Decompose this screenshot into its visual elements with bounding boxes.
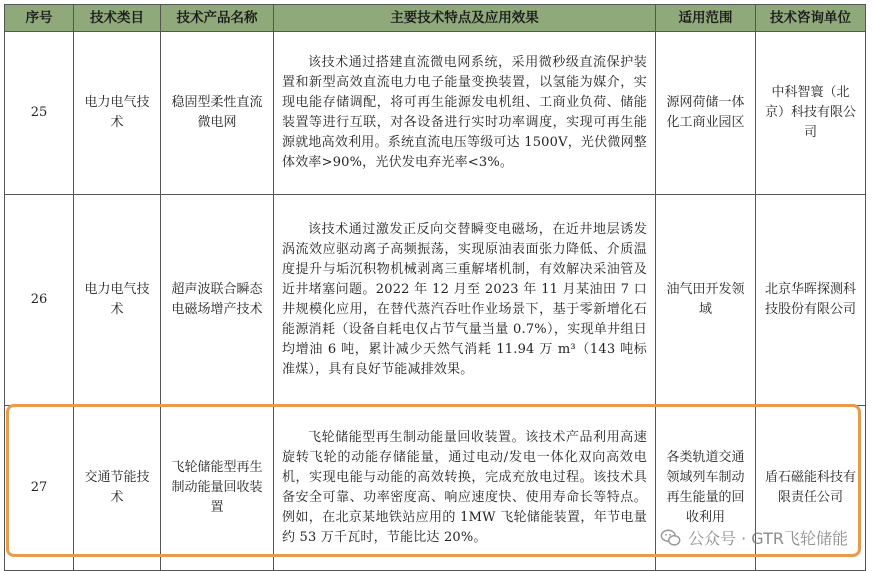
watermark (660, 526, 848, 549)
row-num: 25 (5, 32, 74, 195)
row-desc: 飞轮储能型再生制动能量回收装置。该技术产品利用高速旋转飞轮的动能存储能量，通过电动/发电一体化双向高效电机，实现电能与动能的高效转换，完成充放电过程。该技术具备安全可靠、功率密度高、响应速度快、使用寿命长等特点。例如，在北京某地铁站应用的 1MW 飞轮储能装置，年节电量约 53 万千瓦时，节能比达 20%。 (274, 406, 656, 571)
header-num: 序号 (5, 5, 74, 32)
row-product: 飞轮储能型再生制动能量回收装置 (161, 406, 274, 571)
table-row (5, 195, 866, 406)
row-unit: 中科智寰（北京）科技有限公司 (756, 32, 866, 195)
row-scope: 源网荷储一体化工商业园区 (656, 32, 756, 195)
row-scope: 各类轨道交通领域列车制动再生能量的回收利用 (656, 406, 756, 571)
watermark-text: 公众号 · GTR飞轮储能 (688, 529, 848, 548)
row-unit: 盾石磁能科技有限责任公司 (756, 406, 866, 571)
header-unit: 技术咨询单位 (756, 5, 866, 32)
row-category: 电力电气技术 (74, 195, 161, 406)
row-desc: 该技术通过搭建直流微电网系统，采用微秒级直流保护装置和新型高效直流电力电子能量变换装置，以氢能为媒介，实现电能存储调配，将可再生能源发电机组、工商业负荷、储能装置等进行互联，对各设备进行实时功率调度，实现可再生能源就地高效利用。系统直流电压等级可达 1500V，光伏微网整体效率>90%，光伏发电弃光率<3%。 (274, 32, 656, 195)
row-category: 交通节能技术 (74, 406, 161, 571)
row-num: 27 (5, 406, 74, 571)
header-category: 技术类目 (74, 5, 161, 32)
row-category: 电力电气技术 (74, 32, 161, 195)
table-row (5, 32, 866, 195)
row-product: 超声波联合瞬态电磁场增产技术 (161, 195, 274, 406)
row-num: 26 (5, 195, 74, 406)
header-desc: 主要技术特点及应用效果 (274, 5, 656, 32)
header-row (5, 5, 866, 32)
header-product: 技术产品名称 (161, 5, 274, 32)
row-product: 稳固型柔性直流微电网 (161, 32, 274, 195)
row-scope: 油气田开发领域 (656, 195, 756, 406)
header-scope: 适用范围 (656, 5, 756, 32)
wechat-icon (660, 527, 682, 549)
row-desc: 该技术通过激发正反向交替瞬变电磁场，在近井地层诱发涡流效应驱动离子高频振荡，实现原油表面张力降低、介质温度提升与垢沉积物机械剥离三重解堵机制，有效解决采油管及近井堵塞问题。2022 年 12 月至 2023 年 11 月某油田 7 口井规模化应用，在替代蒸汽吞吐作业场景下，基于零新增化石能源消耗（设备自耗电仅占节气量当量 0.7%），实现单井组日均增油 6 吨，累计减少天然气消耗 11.94 万 m³（143 吨标准煤），具有良好节能减排效果。 (274, 195, 656, 406)
row-unit: 北京华晖探测科技股份有限公司 (756, 195, 866, 406)
tech-table (4, 4, 866, 571)
